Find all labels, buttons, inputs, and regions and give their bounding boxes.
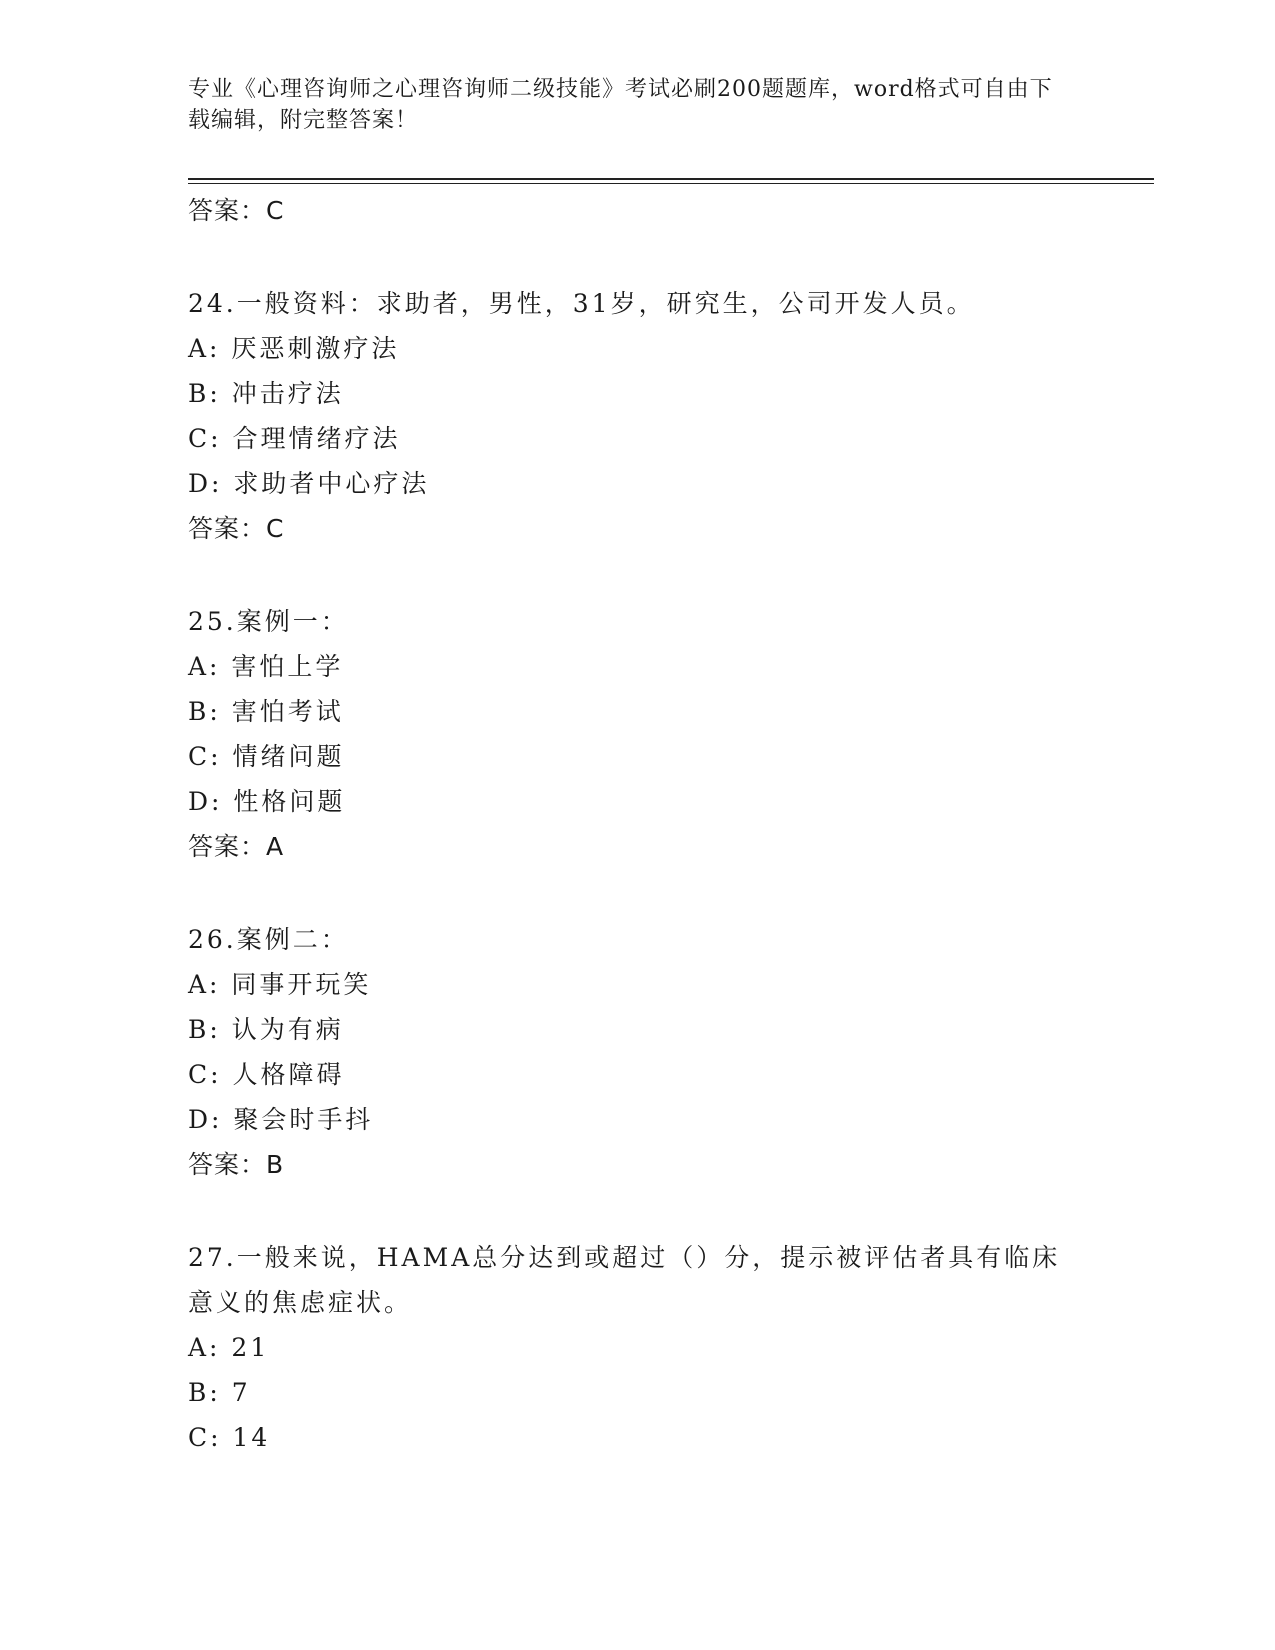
option-b: B: 害怕考试 (188, 697, 344, 726)
answer-line: 答案：C (188, 514, 285, 543)
option-b: B: 认为有病 (188, 1015, 344, 1044)
option-c: C: 合理情绪疗法 (188, 424, 401, 453)
option-d: D: 聚会时手抖 (188, 1105, 374, 1134)
question-block (188, 599, 1088, 869)
spacer (188, 1187, 1088, 1235)
answer-line: 答案：B (188, 1150, 285, 1179)
spacer (188, 551, 1088, 599)
document-header: 专业《心理咨询师之心理咨询师二级技能》考试必刷200题题库，word格式可自由下载编辑，附完整答案！ (188, 77, 1053, 133)
option-d: D: 求助者中心疗法 (188, 469, 430, 498)
header-rule-thick (188, 178, 1154, 180)
question-block (188, 1235, 1088, 1460)
spacer (188, 233, 1088, 281)
spacer (188, 869, 1088, 917)
question-list (188, 188, 1088, 1460)
answer-line: 答案：C (188, 196, 285, 225)
option-c: C: 14 (188, 1423, 271, 1452)
header-rule-thin (188, 183, 1154, 184)
question-stem: 25.案例一： (188, 607, 349, 636)
option-b: B: 7 (188, 1378, 251, 1407)
option-b: B: 冲击疗法 (188, 379, 344, 408)
question-block (188, 281, 1088, 551)
option-a: A: 害怕上学 (188, 652, 344, 681)
option-c: C: 人格障碍 (188, 1060, 345, 1089)
option-a: A: 21 (188, 1333, 270, 1362)
option-d: D: 性格问题 (188, 787, 346, 816)
question-stem: 27.一般来说，HAMA总分达到或超过（）分，提示被评估者具有临床意义的焦虑症状。 (188, 1243, 1061, 1317)
question-stem: 24.一般资料：求助者，男性，31岁，研究生，公司开发人员。 (188, 289, 975, 318)
option-a: A: 同事开玩笑 (188, 970, 372, 999)
option-a: A: 厌恶刺激疗法 (188, 334, 400, 363)
question-block (188, 917, 1088, 1187)
question-stem: 26.案例二： (188, 925, 349, 954)
option-c: C: 情绪问题 (188, 742, 345, 771)
answer-line: 答案：A (188, 832, 285, 861)
